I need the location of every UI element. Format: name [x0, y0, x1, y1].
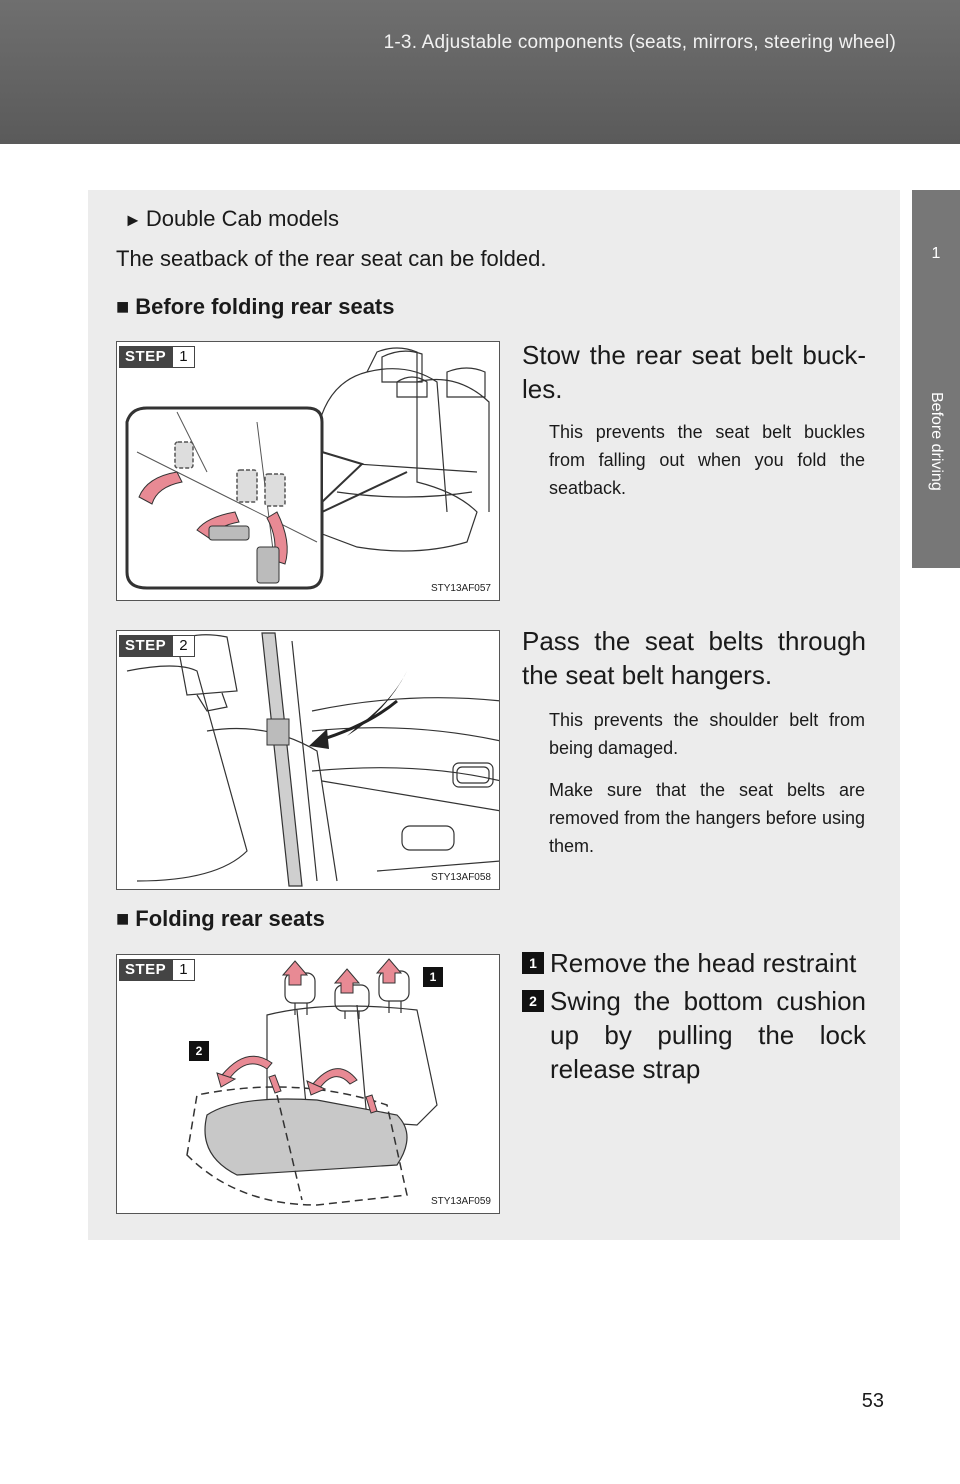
page-number: 53	[861, 1390, 884, 1412]
page-header	[0, 0, 960, 144]
fold-step-item-1: 1 Remove the head restraint	[522, 946, 866, 980]
step1-note: This prevents the seat belt buckles from falling out when you fold the seatback.	[549, 422, 865, 498]
header-title: 1-3. Adjustable components (seats, mirrors, steering wheel)	[383, 32, 896, 53]
step-badge: STEP 1	[119, 346, 195, 368]
figure-code: STY13AF057	[430, 583, 491, 594]
step2-note-2: Make sure that the seat belts are removed from the hangers before using them.	[549, 780, 865, 856]
figure-belt-hangers	[116, 630, 500, 890]
square-bullet-icon: ■	[116, 294, 130, 319]
triangle-right-icon: ►	[124, 210, 142, 230]
square-bullet-icon: ■	[116, 906, 130, 931]
callout-2: 2	[189, 1041, 209, 1061]
step2-note-1: This prevents the shoulder belt from being damaged.	[549, 710, 865, 758]
model-line: ► Double Cab models	[124, 206, 340, 231]
figure-stow-buckles	[116, 341, 500, 601]
chapter-number: 1	[931, 245, 941, 262]
chapter-label: Before driving	[928, 392, 945, 491]
step-badge: STEP 1	[119, 959, 195, 981]
section-heading-folding: ■ Folding rear seats	[116, 906, 325, 931]
figure-fold-seats	[116, 954, 500, 1214]
section-heading-before-folding: ■ Before folding rear seats	[116, 294, 395, 319]
fold-step-item-2: 2 Swing the bottom cushion up by pulling the lock release strap	[522, 984, 866, 1086]
intro-text: The seatback of the rear seat can be folded.	[116, 246, 547, 271]
belt-hanger-illustration	[117, 631, 500, 890]
seat-buckle-illustration	[117, 342, 500, 601]
figure-code: STY13AF059	[430, 1196, 491, 1207]
callout-1: 1	[423, 967, 443, 987]
number-box: 2	[522, 990, 544, 1012]
fold-seat-illustration	[117, 955, 500, 1214]
step1-instruction: Stow the rear seat belt buck-les.	[522, 340, 866, 404]
figure-code: STY13AF058	[430, 872, 491, 883]
step-badge: STEP 2	[119, 635, 195, 657]
step2-instruction: Pass the seat belts through the seat belt hangers.	[522, 626, 866, 690]
number-box: 1	[522, 952, 544, 974]
